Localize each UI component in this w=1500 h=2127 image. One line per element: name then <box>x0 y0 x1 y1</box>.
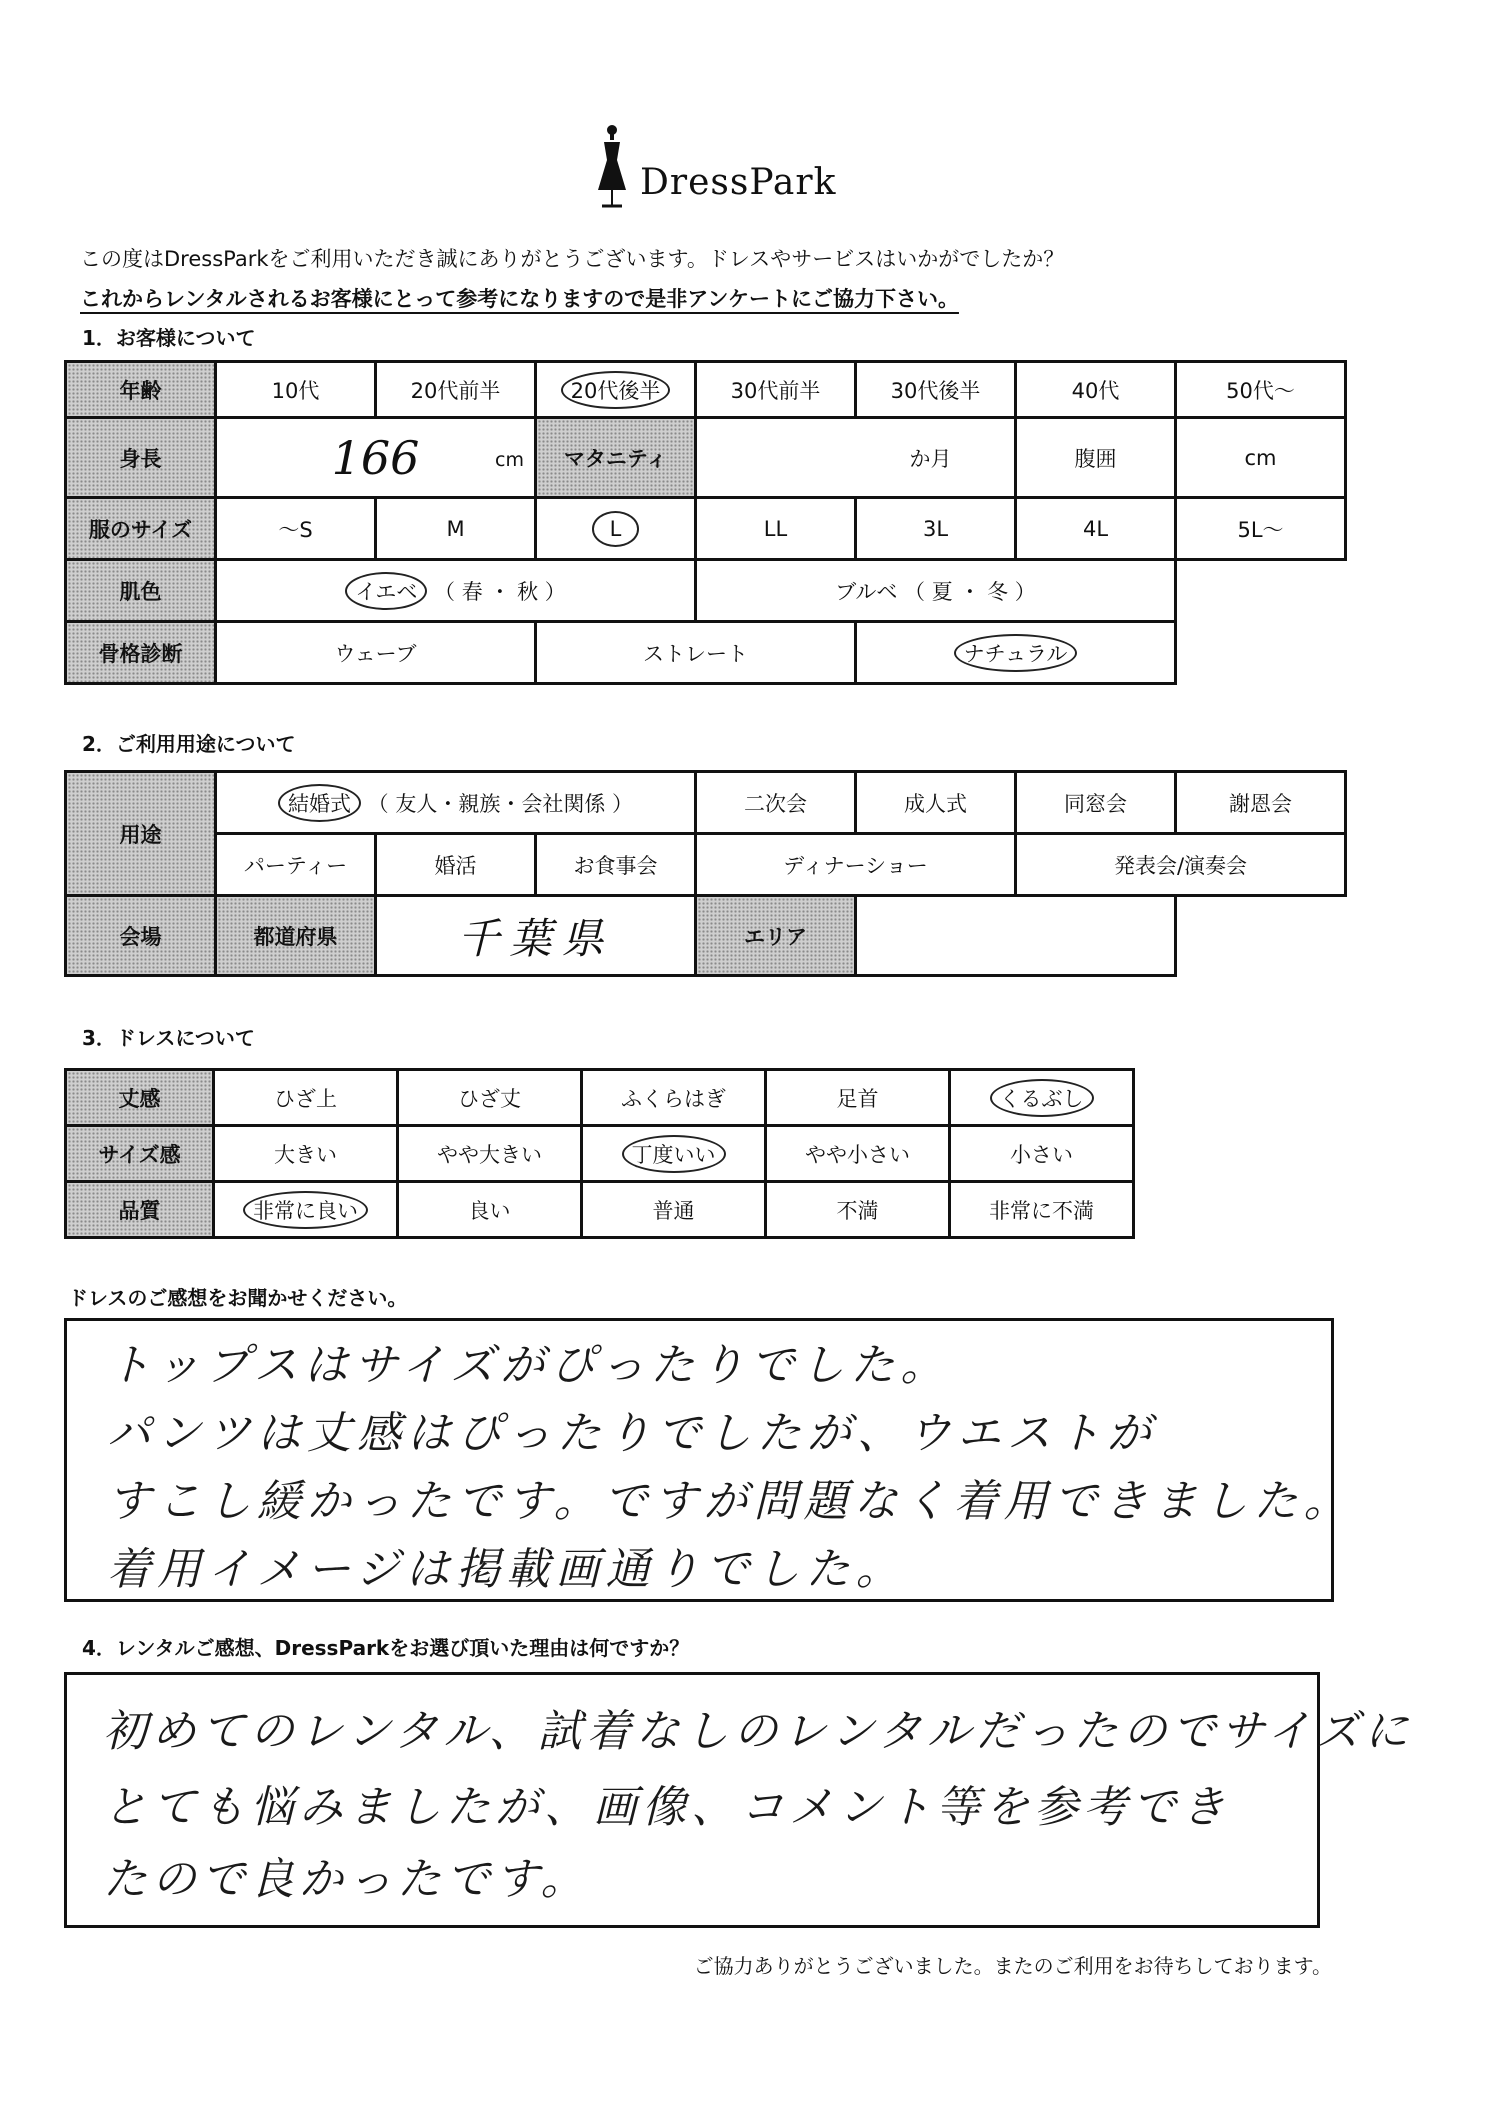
age-option-10s[interactable]: 10代 <box>216 362 376 418</box>
dress-comment-box[interactable] <box>64 1318 1354 1602</box>
prefecture-label: 都道府県 <box>216 896 376 976</box>
prefecture-value: 千葉県 <box>457 913 614 963</box>
height-value: 166 <box>331 430 420 485</box>
size-option-ll[interactable]: LL <box>696 498 856 560</box>
skin-yellow-close: ） <box>544 579 566 604</box>
skin-blue-close: ） <box>1014 579 1036 604</box>
purpose-dinner[interactable]: お食事会 <box>536 834 696 896</box>
skin-spring: 春 <box>461 579 483 604</box>
section-4-title: 4．レンタルご感想、DressParkをお選び頂いた理由は何ですか？ <box>82 1636 690 1660</box>
section-1-title: 1．お客様について <box>82 326 256 350</box>
age-option-40s[interactable]: 40代 <box>1016 362 1176 418</box>
purpose-coming-of-age[interactable]: 成人式 <box>856 772 1016 834</box>
purpose-label: 用途 <box>66 772 216 896</box>
length-label: 丈感 <box>66 1070 214 1126</box>
age-selected: 20代後半 <box>561 371 671 409</box>
size-option-5l-plus[interactable]: 5L～ <box>1176 498 1346 560</box>
dress-mannequin-icon <box>590 122 634 212</box>
length-ankle[interactable]: 足首 <box>766 1070 950 1126</box>
purpose-reunion[interactable]: 同窓会 <box>1016 772 1176 834</box>
area-label: エリア <box>696 896 856 976</box>
length-knee[interactable]: ひざ丈 <box>398 1070 582 1126</box>
dress-comment-line-2: パンツは丈感はぴったりでしたが、ウエストが <box>107 1408 1157 1459</box>
wedding-relations: 友人・親族・会社関係 <box>395 791 606 816</box>
fit-label: サイズ感 <box>66 1126 214 1182</box>
prefecture-field[interactable] <box>376 896 696 976</box>
purpose-party[interactable]: パーティー <box>216 834 376 896</box>
rental-comment-line-3: たので良かったです。 <box>103 1854 590 1905</box>
age-option-50s-plus[interactable]: 50代～ <box>1176 362 1346 418</box>
age-option-late-30s[interactable]: 30代後半 <box>856 362 1016 418</box>
age-option-early-20s[interactable]: 20代前半 <box>376 362 536 418</box>
skin-winter: 冬 <box>987 579 1009 604</box>
purpose-wedding[interactable] <box>216 772 696 834</box>
skin-empty <box>1176 560 1346 622</box>
frame-empty <box>1176 622 1346 684</box>
brand-name: DressPark <box>640 162 837 203</box>
quality-very-dissatisfied[interactable]: 非常に不満 <box>950 1182 1134 1238</box>
quality-selected: 非常に良い <box>243 1191 368 1229</box>
dress-comment-line-4: 着用イメージは掲載画通りでした。 <box>107 1544 906 1595</box>
height-field[interactable] <box>216 418 536 498</box>
purpose-recital[interactable]: 発表会/演奏会 <box>1016 834 1346 896</box>
dress-rating-table <box>64 1068 1135 1239</box>
skin-autumn: 秋 <box>517 579 539 604</box>
size-option-m[interactable]: M <box>376 498 536 560</box>
skin-summer: 夏 <box>931 579 953 604</box>
size-option-l[interactable] <box>536 498 696 560</box>
dress-comment-label: ドレスのご感想をお聞かせください。 <box>68 1286 408 1310</box>
frame-option-natural[interactable] <box>856 622 1176 684</box>
usage-table <box>64 770 1347 977</box>
intro-line-1: この度はDressParkをご利用いただき誠にありがとうございます。ドレスやサービスはいかがでしたか？ <box>80 247 1065 271</box>
skin-yellow-option[interactable] <box>216 560 696 622</box>
footer-thanks: ご協力ありがとうございました。またのご利用をお待ちしております。 <box>693 1954 1332 1978</box>
purpose-konkatsu[interactable]: 婚活 <box>376 834 536 896</box>
rental-comment-line-1: 初めてのレンタル、試着なしのレンタルだったのでサイズに <box>103 1706 1414 1757</box>
skin-blue-open: （ <box>904 579 926 604</box>
quality-very-good[interactable] <box>214 1182 398 1238</box>
frame-option-wave[interactable]: ウェーブ <box>216 622 536 684</box>
size-option-4l[interactable]: 4L <box>1016 498 1176 560</box>
quality-label: 品質 <box>66 1182 214 1238</box>
size-selected: L <box>592 511 640 547</box>
skin-label: 肌色 <box>66 560 216 622</box>
area-empty <box>1176 896 1346 976</box>
fit-large[interactable]: 大きい <box>214 1126 398 1182</box>
quality-average[interactable]: 普通 <box>582 1182 766 1238</box>
height-label: 身長 <box>66 418 216 498</box>
dress-comment-line-3: すこし緩かったです。ですが問題なく着用できました。 <box>107 1476 1354 1527</box>
rental-comment-box[interactable] <box>64 1672 1414 1928</box>
maternity-months-field[interactable] <box>696 418 1016 498</box>
length-calf[interactable]: ふくらはぎ <box>582 1070 766 1126</box>
frame-selected: ナチュラル <box>954 634 1078 672</box>
fit-slightly-small[interactable]: やや小さい <box>766 1126 950 1182</box>
size-option-s[interactable]: ～S <box>216 498 376 560</box>
section-3-title: 3．ドレスについて <box>82 1026 255 1050</box>
section-2-title: 2．ご利用用途について <box>82 732 296 756</box>
purpose-thanks-party[interactable]: 謝恩会 <box>1176 772 1346 834</box>
skin-yellow-selected: イエベ <box>345 572 427 610</box>
height-unit: cm <box>495 449 524 471</box>
fit-selected: 丁度いい <box>622 1135 726 1173</box>
skin-yellow-dot: ・ <box>489 579 511 604</box>
purpose-after-party[interactable]: 二次会 <box>696 772 856 834</box>
waist-unit[interactable]: cm <box>1176 418 1346 498</box>
frame-option-straight[interactable]: ストレート <box>536 622 856 684</box>
skin-blue-dot: ・ <box>959 579 981 604</box>
quality-good[interactable]: 良い <box>398 1182 582 1238</box>
maternity-months-unit: か月 <box>909 446 952 471</box>
wedding-paren-open: （ <box>367 791 389 816</box>
age-option-late-20s[interactable] <box>536 362 696 418</box>
fit-slightly-large[interactable]: やや大きい <box>398 1126 582 1182</box>
rental-comment-line-2: とても悩みましたが、画像、コメント等を参考でき <box>103 1782 1230 1833</box>
age-option-early-30s[interactable]: 30代前半 <box>696 362 856 418</box>
purpose-dinner-show[interactable]: ディナーショー <box>696 834 1016 896</box>
area-field[interactable] <box>856 896 1176 976</box>
maternity-label: マタニティ <box>536 418 696 498</box>
age-label: 年齢 <box>66 362 216 418</box>
brand-logo <box>590 122 930 212</box>
size-label: 服のサイズ <box>66 498 216 560</box>
wedding-paren-close: ） <box>612 791 634 816</box>
length-above-knee[interactable]: ひざ上 <box>214 1070 398 1126</box>
skin-blue-option[interactable] <box>696 560 1176 622</box>
intro-line-2: これからレンタルされるお客様にとって参考になりますので是非アンケートにご協力下さい。 <box>80 287 959 311</box>
venue-label: 会場 <box>66 896 216 976</box>
skin-yellow-open: （ <box>434 579 456 604</box>
length-selected: くるぶし <box>990 1079 1094 1117</box>
fit-small[interactable]: 小さい <box>950 1126 1134 1182</box>
quality-dissatisfied[interactable]: 不満 <box>766 1182 950 1238</box>
wedding-selected: 結婚式 <box>278 784 361 822</box>
dress-comment-line-1: トップスはサイズがぴったりでした。 <box>107 1340 951 1391</box>
frame-label: 骨格診断 <box>66 622 216 684</box>
customer-info-table <box>64 360 1347 685</box>
skin-blue-label: ブルベ <box>835 579 898 604</box>
size-option-3l[interactable]: 3L <box>856 498 1016 560</box>
waist-label: 腹囲 <box>1016 418 1176 498</box>
fit-just-right[interactable] <box>582 1126 766 1182</box>
length-anklebone[interactable] <box>950 1070 1134 1126</box>
